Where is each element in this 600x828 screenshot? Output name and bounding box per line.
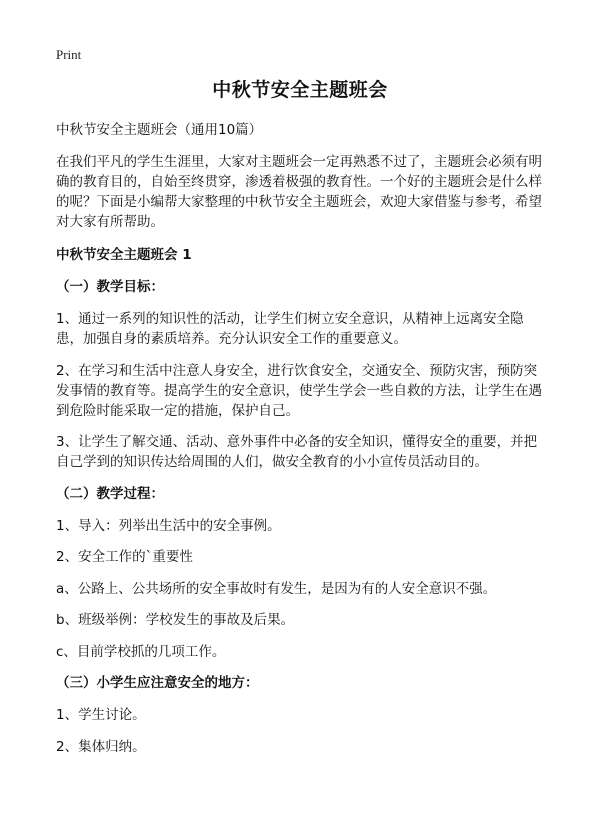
intro-paragraph: 在我们平凡的学生生涯里，大家对主题班会一定再熟悉不过了，主题班会必须有明确的教育目的，自始至终贯穿，渗透着极强的教育性。一个好的主题班会是什么样的呢？下面是小编帮大家整理的中秋节安全主题班会，欢迎大家借鉴与参考，希望对大家有所帮助。 xyxy=(56,154,542,230)
process-item: c、目前学校抓的几项工作。 xyxy=(56,643,226,660)
objective-item: 3、让学生了解交通、活动、意外事件中必备的安全知识，懂得安全的重要，并把自己学到的知识传达给周围的人们，做安全教育的小小宣传员活动目的。 xyxy=(56,434,538,470)
process-item: b、班级举例：学校发生的事故及后果。 xyxy=(56,612,295,628)
safety-place-item: 1、学生讨论。 xyxy=(56,707,146,723)
objective-item: 1、通过一系列的知识性的活动，让学生们树立安全意识，从精神上远离安全隐患，加强自身的素质培养。充分认识安全工作的重要意义。 xyxy=(56,311,524,347)
section-heading-safety-places: （三）小学生应注意安全的地方： xyxy=(56,675,259,691)
print-link[interactable]: Print xyxy=(56,47,82,62)
safety-place-item: 2、集体归纳。 xyxy=(56,738,146,755)
section-heading-objectives: （一）教学目标： xyxy=(56,279,164,295)
objective-item: 2、在学习和生活中注意人身安全，进行饮食安全，交通安全、预防灾害，预防突发事情的教育等。提高学生的安全意识，使学生学会一些自救的方法，让学生在遇到危险时能采取一定的措施，保护自己。 xyxy=(56,362,542,419)
document-subtitle: 中秋节安全主题班会（通用10篇） xyxy=(56,122,263,138)
process-item: 2、安全工作的`重要性 xyxy=(56,549,193,565)
section-heading-process: （二）教学过程： xyxy=(56,485,164,502)
process-item: a、公路上、公共场所的安全事故时有发生，是因为有的人安全意识不强。 xyxy=(56,580,497,597)
document-content xyxy=(56,120,548,768)
article-heading: 中秋节安全主题班会 1 xyxy=(56,247,192,263)
page-title: 中秋节安全主题班会 xyxy=(212,79,388,101)
process-item: 1、导入：列举出生活中的安全事例。 xyxy=(56,517,281,534)
